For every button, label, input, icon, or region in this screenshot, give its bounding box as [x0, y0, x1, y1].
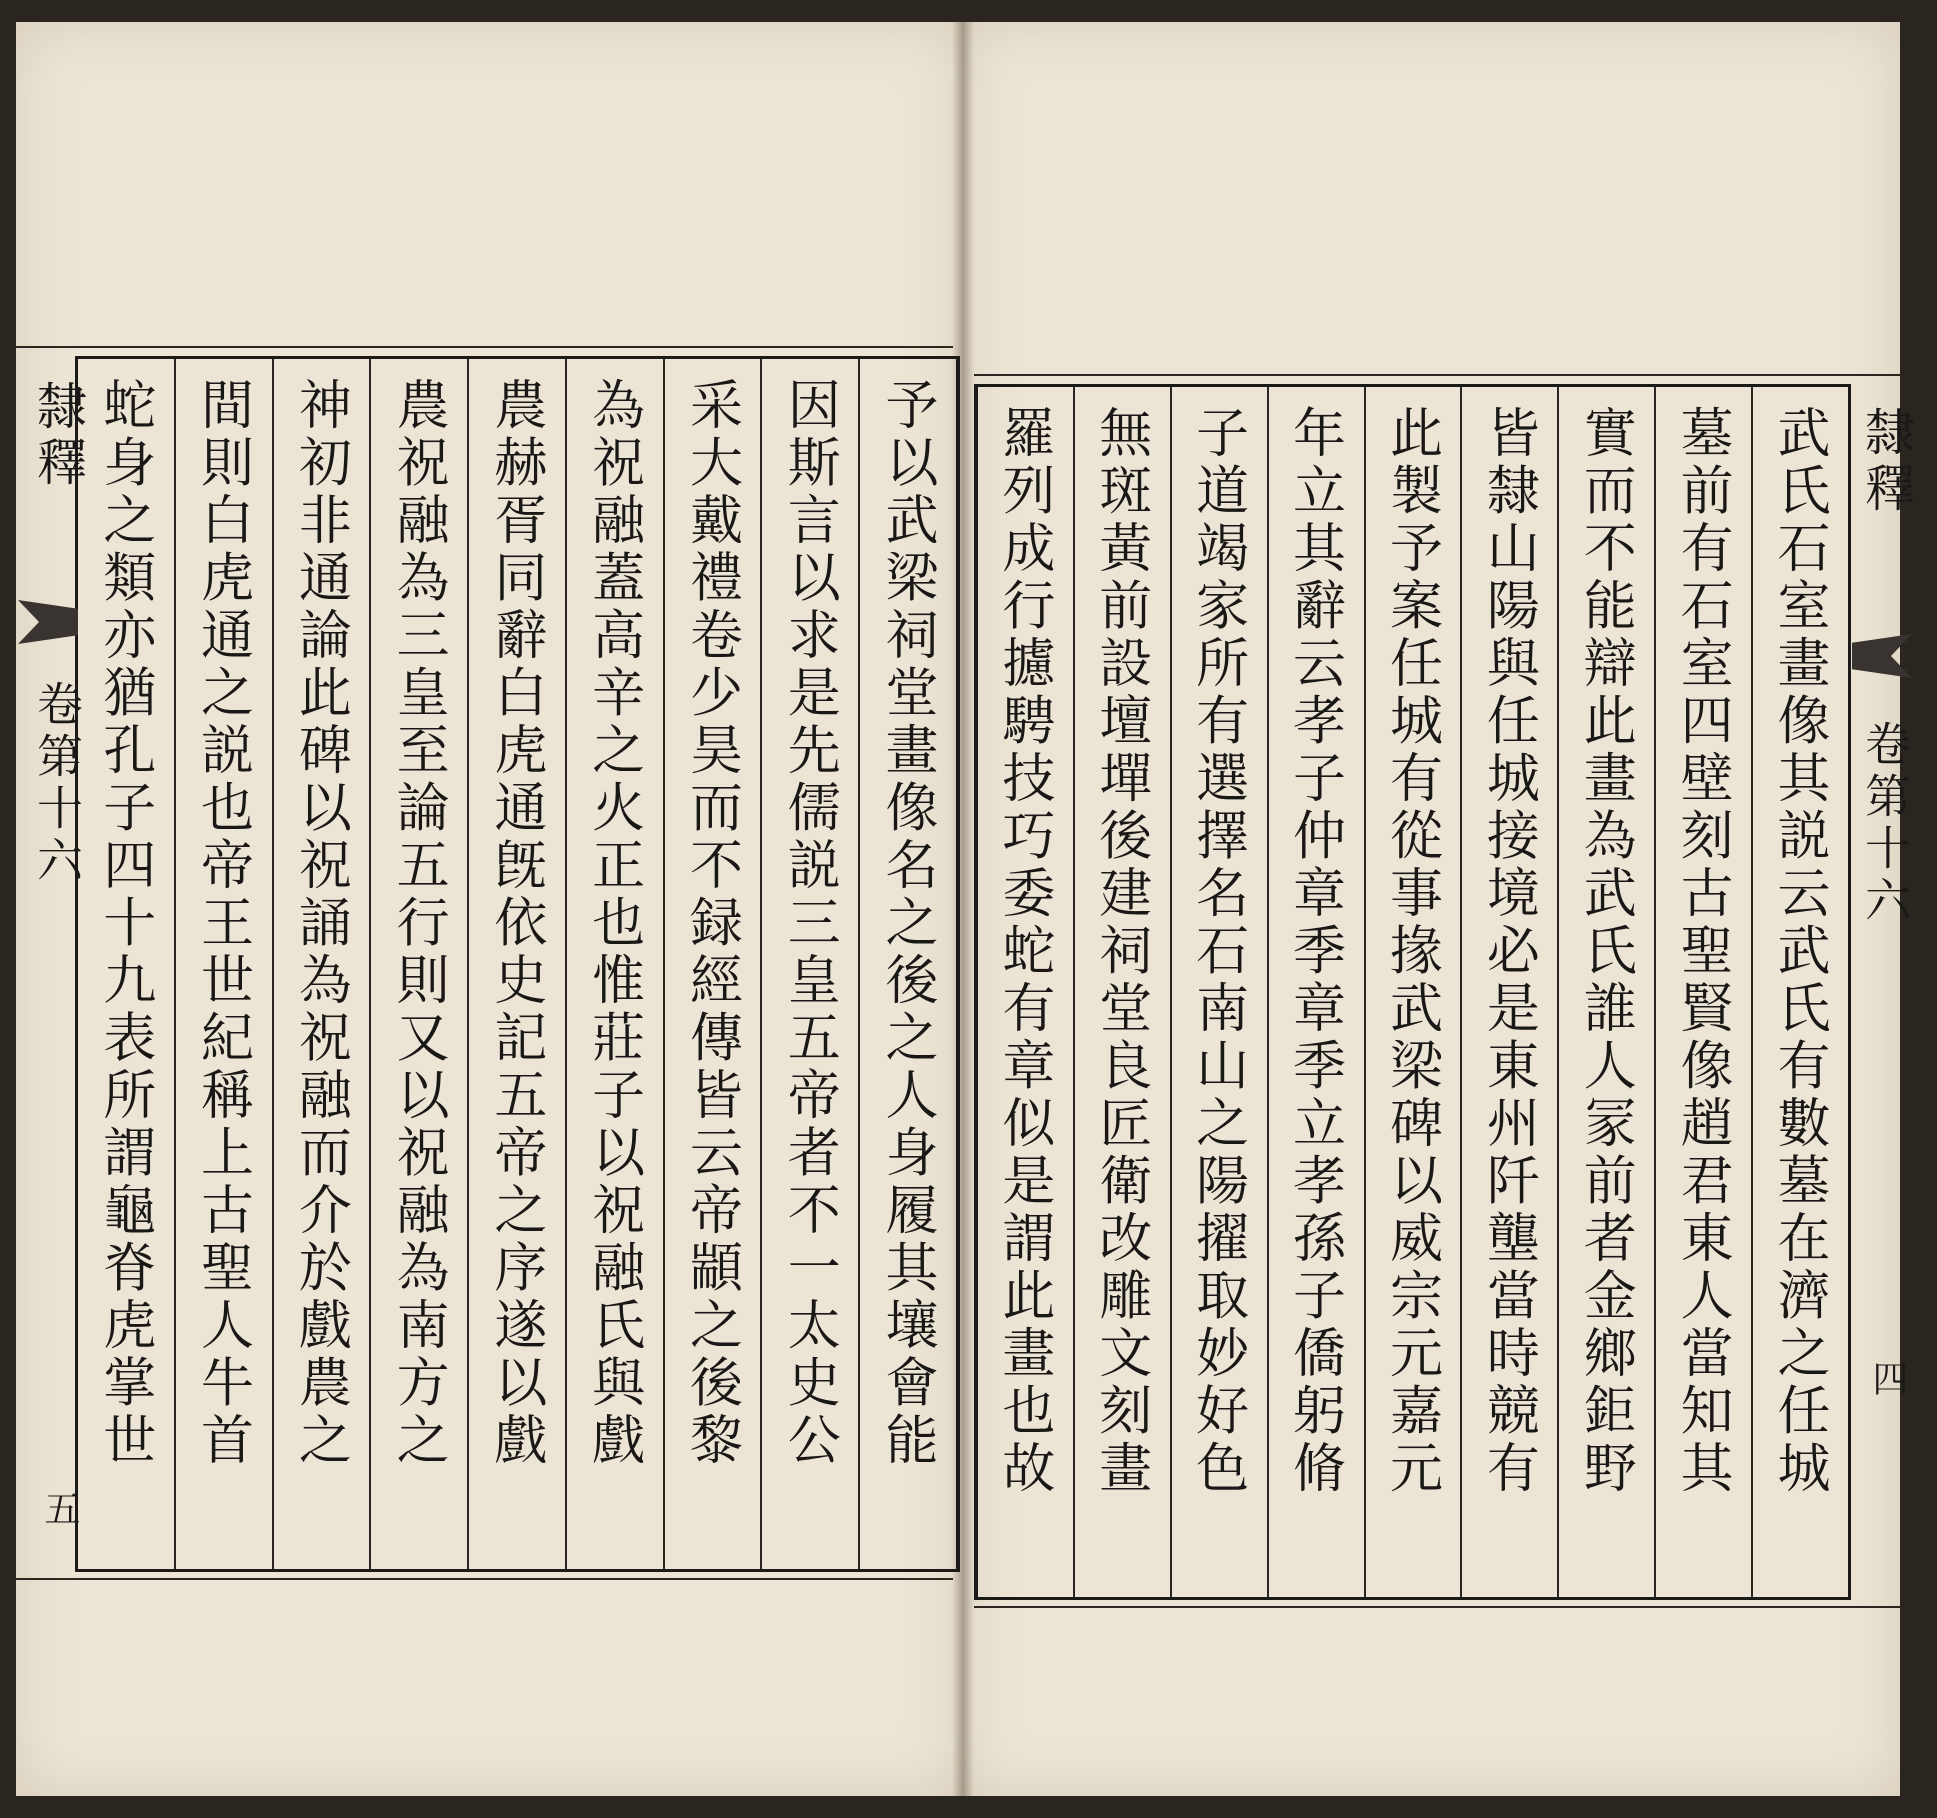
left-margin-volume: 卷第十六: [30, 680, 84, 888]
text-column: 此製予案任城有從事掾武梁碑以威宗元嘉元: [1364, 387, 1461, 1597]
text-column: 為祝融蓋高辛之火正也惟莊子以祝融氏與戲: [565, 359, 663, 1569]
text-column: 無斑黃前設壇墠後建祠堂良匠衛改雕文刻畫: [1073, 387, 1170, 1597]
left-margin-title: 隸釋: [29, 380, 87, 492]
right-margin-volume: 卷第十六: [1858, 720, 1912, 928]
text-column: 實而不能辯此畫為武氏誰人冡前者金鄉鉅野: [1557, 387, 1654, 1597]
right-text-frame: [974, 384, 1851, 1600]
right-margin-title: 隸釋: [1857, 406, 1915, 518]
right-bottom-rule: [974, 1606, 1900, 1608]
text-column: 農祝融為三皇至論五行則又以祝融為南方之: [369, 359, 467, 1569]
text-column: 皆隸山陽與任城接境必是東州阡壟當時競有: [1460, 387, 1557, 1597]
text-column: 予以武梁祠堂畫像名之後之人身履其壤會能: [858, 359, 956, 1569]
text-column: 羅列成行攄騁技巧委蛇有章似是謂此畫也故: [993, 405, 1055, 1498]
left-top-rule: [16, 346, 953, 348]
text-column: 神初非通論此碑以祝誦為祝融而介於戲農之: [272, 359, 370, 1569]
text-column: 因斯言以求是先儒説三皇五帝者不一太史公: [760, 359, 858, 1569]
text-column: 武氏石室畫像其説云武氏有數墓在濟之任城: [1751, 387, 1848, 1597]
text-column: 年立其辭云孝子仲章季章季立孝孫子僑躬脩: [1267, 387, 1364, 1597]
right-top-rule: [974, 374, 1900, 376]
text-column: 子道竭家所有選擇名石南山之陽擢取妙好色: [1170, 387, 1267, 1597]
left-bottom-rule: [16, 1578, 953, 1580]
text-column: 農赫胥同辭白虎通旣依史記五帝之序遂以戲: [467, 359, 565, 1569]
left-text-frame: [75, 356, 960, 1572]
text-column: 間則白虎通之説也帝王世紀稱上古聖人牛首: [174, 359, 272, 1569]
right-page-number: 四: [1867, 1360, 1908, 1396]
text-column: 蛇身之類亦猶孔子四十九表所謂龜脊虎掌世: [94, 377, 156, 1470]
text-column: 墓前有石室四壁刻古聖賢像趙君東人當知其: [1654, 387, 1751, 1597]
text-column: 采大戴禮卷少昊而不録經傳皆云帝顓之後黎: [663, 359, 761, 1569]
left-page-number: 五: [39, 1490, 80, 1526]
